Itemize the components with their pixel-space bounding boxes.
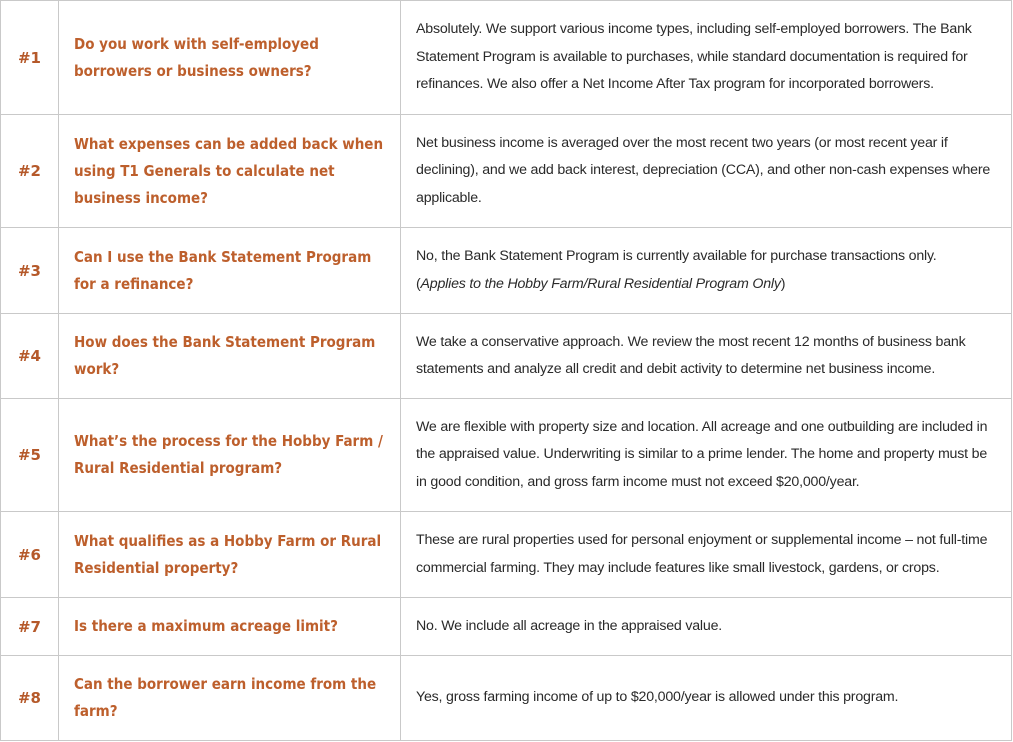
row-number: #4 [1,314,59,399]
answer-text: No. We include all acreage in the appraised value. [401,598,1012,656]
row-number: #5 [1,399,59,512]
table-row [1,656,1012,741]
question-text: Do you work with self-employed borrowers or business owners? [59,1,401,115]
answer-text: No, the Bank Statement Program is currently available for purchase transactions only. [416,248,937,264]
table-row [1,314,1012,399]
answer-cell [401,228,1012,314]
table-row [1,1,1012,115]
answer-text: Yes, gross farming income of up to $20,000/year is allowed under this program. [401,656,1012,741]
question-text: Can the borrower earn income from the farm? [59,656,401,741]
answer-text: Absolutely. We support various income types, including self-employed borrowers. The Bank Statement Program is available to purchases, while standard documentation is required for refinances. We also offer a Net Income After Tax program for incorporated borrowers. [401,1,1012,115]
row-number: #2 [1,115,59,228]
question-text: How does the Bank Statement Program work? [59,314,401,399]
answer-note: (Applies to the Hobby Farm/Rural Residential Program Only) [416,275,786,292]
table-row [1,228,1012,314]
answer-text: Net business income is averaged over the most recent two years (or most recent year if declining), and we add back interest, depreciation (CCA), and other non-cash expenses where applicable. [401,115,1012,228]
table-row [1,512,1012,598]
answer-note-text: Applies to the Hobby Farm/Rural Residential Program Only [420,275,781,292]
question-text: What’s the process for the Hobby Farm / Rural Residential program? [59,399,401,512]
question-text: Can I use the Bank Statement Program for a refinance? [59,228,401,314]
question-text: What expenses can be added back when using T1 Generals to calculate net business income? [59,115,401,228]
row-number: #6 [1,512,59,598]
row-number: #8 [1,656,59,741]
question-text: Is there a maximum acreage limit? [59,598,401,656]
table-row [1,115,1012,228]
table-row [1,399,1012,512]
answer-text: These are rural properties used for personal enjoyment or supplemental income – not full-time commercial farming. They may include features like small livestock, gardens, or crops. [401,512,1012,598]
answer-text: We take a conservative approach. We review the most recent 12 months of business bank statements and analyze all credit and debit activity to determine net business income. [401,314,1012,399]
row-number: #3 [1,228,59,314]
answer-text: We are flexible with property size and location. All acreage and one outbuilding are included in the appraised value. Underwriting is similar to a prime lender. The home and property must be in good condition, and gross farm income must not exceed $20,000/year. [401,399,1012,512]
table-row [1,598,1012,656]
row-number: #1 [1,1,59,115]
row-number: #7 [1,598,59,656]
question-text: What qualifies as a Hobby Farm or Rural Residential property? [59,512,401,598]
